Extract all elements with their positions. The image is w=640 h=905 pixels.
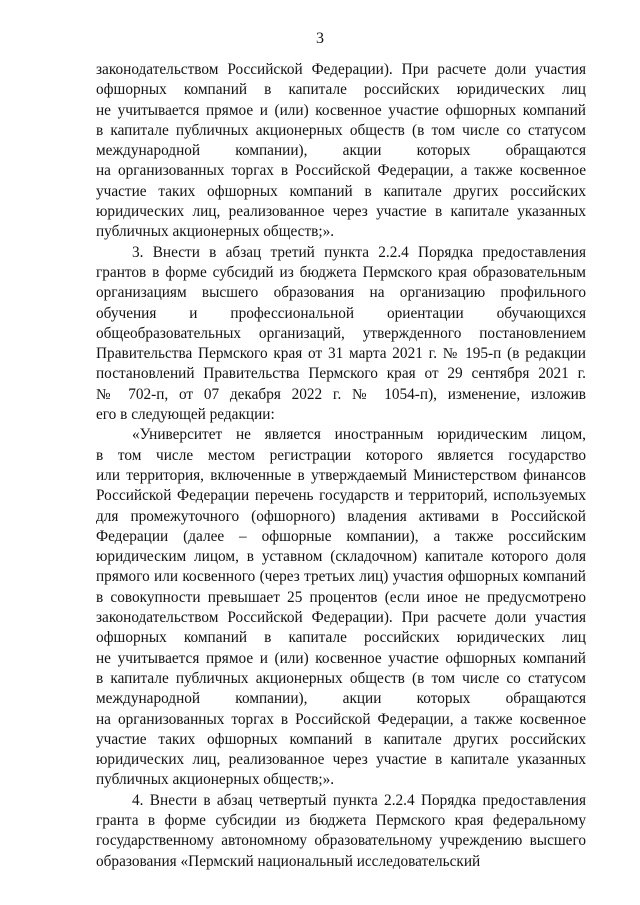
text-line: на организованных торгах в Российской Федерации, а также косвенное <box>96 710 586 728</box>
text-line: офшорных компаний в капитале российских юридических лиц <box>96 81 586 99</box>
text-line: его в следующей редакции: <box>96 406 275 424</box>
text-line: юридических лиц, реализованное через участие в капитале указанных <box>96 751 586 769</box>
document-body <box>96 60 586 872</box>
text-line: офшорных компаний в капитале российских юридических лиц <box>96 629 586 647</box>
text-line: в капитале публичных акционерных обществ (в том числе со статусом <box>96 669 586 687</box>
text-line: Российской Федерации перечень государств и территорий, используемых <box>96 487 586 505</box>
text-line: юридическим лицом, в уставном (складочном) капитале которого доля <box>96 548 586 566</box>
page-number: 3 <box>316 30 324 47</box>
text-line: или территория, включенные в утверждаемый Министерством финансов <box>96 466 586 484</box>
text-line: в капитале публичных акционерных обществ (в том числе со статусом <box>96 121 586 139</box>
text-line: публичных акционерных обществ;». <box>96 223 335 241</box>
text-line: постановлений Правительства Пермского края от 29 сентября 2021 г. <box>96 365 586 383</box>
text-line: международной компании), акции которых обращаются <box>96 142 586 160</box>
text-line: на организованных торгах в Российской Федерации, а также косвенное <box>96 162 586 180</box>
text-line: обучения и профессиональной ориентации обучающихся <box>96 304 586 322</box>
text-line: международной компании), акции которых обращаются <box>96 690 586 708</box>
paragraph <box>96 60 586 243</box>
text-line: не учитывается прямое и (или) косвенное участие офшорных компаний <box>96 101 586 119</box>
text-line: для промежуточного (офшорного) владения активами в Российской <box>96 507 586 525</box>
text-line: в совокупности превышает 25 процентов (если иное не предусмотрено <box>96 588 586 606</box>
text-line: «Университет не является иностранным юридическим лицом, <box>132 426 586 444</box>
text-line: грантов в форме субсидий из бюджета Пермского края образовательным <box>96 263 586 281</box>
paragraph <box>96 425 586 790</box>
text-line: законодательством Российской Федерации). При расчете доли участия <box>96 609 586 627</box>
text-line: 3. Внести в абзац третий пункта 2.2.4 Порядка предоставления <box>132 243 586 261</box>
text-line: не учитывается прямое и (или) косвенное участие офшорных компаний <box>96 649 586 667</box>
paragraph <box>96 243 586 426</box>
paragraph <box>96 791 586 872</box>
text-line: законодательством Российской Федерации). При расчете доли участия <box>96 61 586 78</box>
text-line: прямого или косвенного (через третьих лиц) участия офшорных компаний <box>96 568 586 586</box>
text-line: Федерации (далее – офшорные компании), а также российским <box>96 527 586 545</box>
text-line: Правительства Пермского края от 31 марта 2021 г. № 195-п (в редакции <box>96 345 586 363</box>
text-line: 4. Внести в абзац четвертый пункта 2.2.4 Порядка предоставления <box>132 791 586 809</box>
text-line: гранта в форме субсидии из бюджета Пермского края федеральному <box>96 811 586 829</box>
text-line: № 702-п, от 07 декабря 2022 г. № 1054-п), изменение, изложив <box>96 385 586 403</box>
text-line: государственному автономному образовательному учреждению высшего <box>96 832 586 850</box>
text-line: организациям высшего образования на организацию профильного <box>96 284 586 302</box>
text-line: в том числе местом регистрации которого является государство <box>96 446 586 464</box>
text-line: участие таких офшорных компаний в капитале других российских <box>96 730 586 748</box>
text-line: общеобразовательных организаций, утвержденного постановлением <box>96 324 586 342</box>
text-line: образования «Пермский национальный исследовательский <box>96 852 481 870</box>
text-line: юридических лиц, реализованное через участие в капитале указанных <box>96 203 586 221</box>
text-line: участие таких офшорных компаний в капитале других российских <box>96 182 586 200</box>
text-line: публичных акционерных обществ;». <box>96 771 335 789</box>
